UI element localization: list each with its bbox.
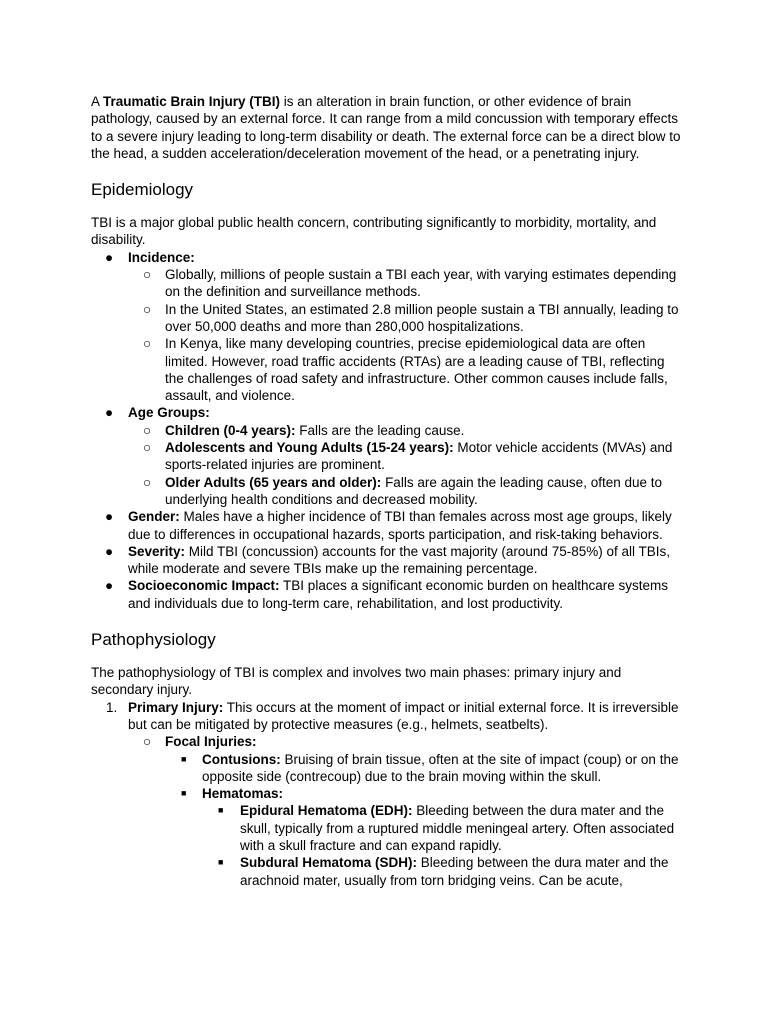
- list-item-gender: [91, 508, 681, 543]
- age-group-text: Falls are the leading cause.: [295, 422, 465, 438]
- edh-label: Epidural Hematoma (EDH):: [240, 803, 413, 819]
- document-body: [91, 93, 681, 889]
- list-item-hematomas: [165, 785, 681, 889]
- list-item-sdh: [202, 854, 681, 889]
- bullet-icon: ●: [105, 578, 114, 594]
- pathophysiology-list: [91, 699, 681, 889]
- focal-injuries-label: Focal Injuries:: [165, 734, 257, 750]
- bullet-icon: ●: [105, 509, 114, 525]
- epidemiology-list: [91, 249, 681, 612]
- age-groups-sublist: [128, 422, 681, 508]
- age-group-label: Adolescents and Young Adults (15-24 years):: [165, 440, 454, 456]
- edh-text: Bleeding between the dura mater and the skull, typically from a ruptured middle meningeal artery. Often associated with a skull fracture and can expand rapidly.: [240, 803, 675, 853]
- severity-label: Severity:: [128, 543, 186, 559]
- list-item-contusions: [165, 751, 681, 786]
- incidence-item-text: Globally, millions of people sustain a TBI each year, with varying estimates depending on the definition and surveillance methods.: [165, 267, 677, 300]
- square-bullet-icon: ■: [218, 805, 224, 816]
- pathophysiology-heading: Pathophysiology: [91, 630, 216, 650]
- epidemiology-heading: Epidemiology: [91, 180, 194, 200]
- primary-injury-label: Primary Injury:: [128, 699, 224, 715]
- list-item-edh: [202, 802, 681, 854]
- list-item-focal-injuries: [128, 733, 681, 889]
- gender-text: Males have a higher incidence of TBI than females across most age groups, likely due to differences in occupational hazards, sports participation, and risk-taking behaviors.: [128, 509, 672, 542]
- incidence-label: Incidence:: [128, 249, 195, 265]
- circle-bullet-icon: ○: [143, 440, 152, 456]
- contusions-label: Contusions:: [202, 751, 281, 767]
- severity-text: Mild TBI (concussion) accounts for the vast majority (around 75-85%) of all TBIs, while moderate and severe TBIs make up the remaining percentage.: [128, 543, 670, 577]
- socioeconomic-text: TBI places a significant economic burden on healthcare systems and individuals due to long-term care, rehabilitation, and lost productivity.: [128, 578, 669, 611]
- gender-label: Gender:: [128, 509, 180, 525]
- hematomas-label: Hematomas:: [202, 786, 284, 802]
- list-item-incidence: [91, 249, 681, 405]
- age-group-label: Children (0-4 years):: [165, 422, 296, 438]
- square-bullet-icon: ■: [218, 857, 224, 868]
- primary-injury-text: This occurs at the moment of impact or initial external force. It is irreversible but can be mitigated by protective measures (e.g., helmets, seatbelts).: [128, 699, 679, 732]
- incidence-item-text: In Kenya, like many developing countries, precise epidemiological data are often limited. However, road traffic accidents (RTAs) are a leading cause of TBI, reflecting the challenges of road safety and infrastructure. Other common causes include falls, assault, and violence.: [165, 336, 668, 404]
- epidemiology-lead: TBI is a major global public health concern, contributing significantly to morbidity, mortality, and disability.: [91, 215, 657, 248]
- bullet-icon: ●: [105, 543, 114, 559]
- pathophysiology-lead: The pathophysiology of TBI is complex and involves two main phases: primary injury and secondary injury.: [91, 665, 622, 698]
- age-group-text: Falls are again the leading cause, often due to underlying health conditions and decreased mobility.: [165, 474, 663, 507]
- age-groups-label: Age Groups:: [128, 405, 210, 421]
- primary-injury-sublist: [128, 733, 681, 889]
- age-group-label: Older Adults (65 years and older):: [165, 474, 382, 490]
- incidence-sublist: [128, 266, 681, 404]
- circle-bullet-icon: ○: [143, 301, 152, 317]
- bullet-icon: ●: [105, 249, 114, 265]
- square-bullet-icon: ■: [181, 753, 187, 764]
- list-item: [128, 301, 681, 336]
- list-number: 1.: [106, 699, 118, 715]
- intro-paragraph: [91, 93, 681, 162]
- sdh-label: Subdural Hematoma (SDH):: [240, 855, 418, 871]
- focal-injuries-sublist: [165, 751, 681, 889]
- intro-term: Traumatic Brain Injury (TBI): [103, 94, 281, 109]
- circle-bullet-icon: ○: [143, 336, 152, 352]
- list-item: [128, 422, 681, 439]
- list-item: [128, 335, 681, 404]
- list-item-primary-injury: [91, 699, 681, 889]
- contusions-text: Bruising of brain tissue, often at the site of impact (coup) or on the opposite side (contrecoup) due to the brain moving within the skull.: [202, 751, 679, 784]
- age-group-text: Motor vehicle accidents (MVAs) and sports-related injuries are prominent.: [165, 440, 673, 473]
- bullet-icon: ●: [105, 405, 114, 421]
- list-item-severity: [91, 543, 681, 578]
- sdh-text: Bleeding between the dura mater and the arachnoid mater, usually from torn bridging veins. Can be acute,: [240, 855, 669, 888]
- list-item: [128, 474, 681, 509]
- incidence-item-text: In the United States, an estimated 2.8 million people sustain a TBI annually, leading to over 50,000 deaths and more than 280,000 hospitalizations.: [165, 301, 679, 334]
- list-item: [128, 266, 681, 301]
- circle-bullet-icon: ○: [143, 267, 152, 283]
- circle-bullet-icon: ○: [143, 734, 152, 750]
- circle-bullet-icon: ○: [143, 422, 152, 438]
- hematomas-sublist: [202, 802, 681, 888]
- list-item-socioeconomic: [91, 577, 681, 612]
- list-item-age-groups: [91, 404, 681, 508]
- intro-text: is an alteration in brain function, or other evidence of brain pathology, caused by an external force. It can range from a mild concussion with temporary effects to a severe injury leading to long-term disability or death. The external force can be a direct blow to the head, a sudden acceleration/deceleration movement of the head, or a penetrating injury.: [91, 94, 681, 161]
- circle-bullet-icon: ○: [143, 474, 152, 490]
- square-bullet-icon: ■: [181, 788, 187, 799]
- list-item: [128, 439, 681, 474]
- socioeconomic-label: Socioeconomic Impact:: [128, 578, 280, 594]
- intro-prefix: A: [91, 94, 104, 109]
